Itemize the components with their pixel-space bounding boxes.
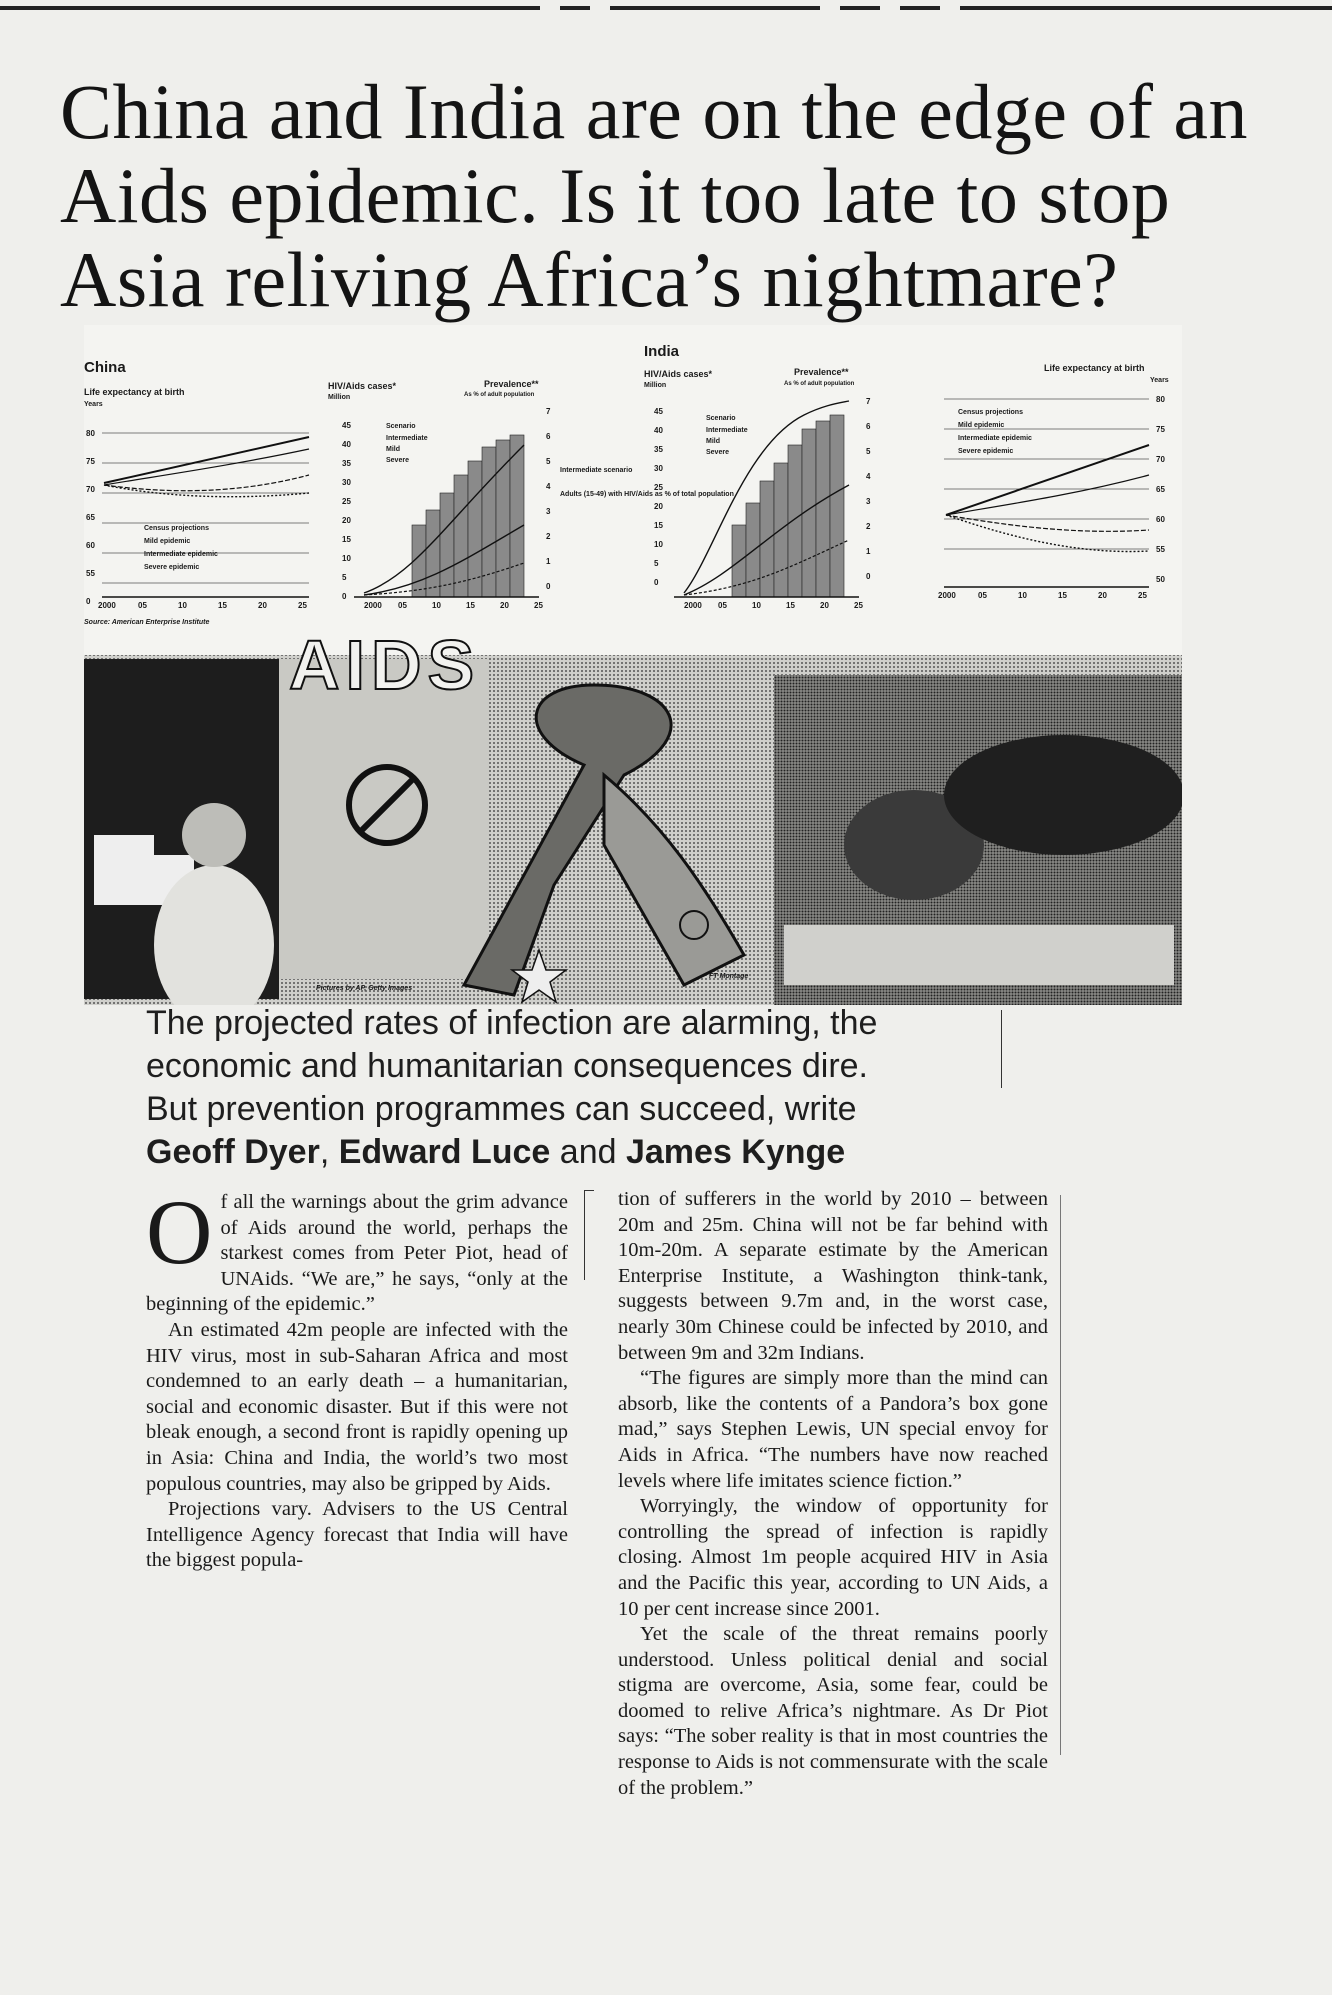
x-tick-label: 15 [1058, 591, 1067, 600]
india-hiv-unit: Million [644, 382, 667, 389]
x-tick-label: 25 [534, 601, 543, 610]
x-tick-label: 10 [752, 601, 761, 610]
byline-and: and [559, 1133, 617, 1171]
china-life-title: Life expectancy at birth [84, 387, 185, 397]
y-tick-label: 0 [86, 597, 91, 606]
legend-item: Severe [706, 449, 729, 456]
drop-cap: O [146, 1181, 213, 1283]
y-tick-label: 0 [654, 578, 659, 587]
india-prev-unit: As % of adult population [784, 381, 855, 387]
y-tick-label: 6 [866, 422, 871, 431]
photo-montage [84, 625, 1182, 1005]
y-tick-label: 25 [342, 497, 351, 506]
india-life-title: Life expectancy at birth [1044, 363, 1145, 373]
y-tick-label: 15 [342, 535, 351, 544]
y-tick-label: 15 [654, 521, 663, 530]
legend-item: Intermediate epidemic [958, 435, 1032, 442]
india-hiv-chart [644, 325, 914, 635]
legend-item: Intermediate epidemic [144, 551, 218, 558]
india-hiv-title: HIV/Aids cases* [644, 369, 713, 379]
india-hiv-bars [644, 325, 914, 635]
y-tick-label: 80 [86, 429, 95, 438]
china-hiv-title: HIV/Aids cases* [328, 381, 397, 391]
china-life-lines [84, 325, 324, 635]
byline: Geoff Dyer, Edward Luce and James Kynge [146, 1133, 846, 1171]
paragraph: Yet the scale of the threat remains poorly understood. Unless political denial and social stigma are overcome, Asia, some fear, could be doomed to relive Africa’s nightmare. As Dr Piot says: “The sober reality is that in most countries the response to Aids is not commensurate with the scale of the problem.” [618, 1623, 1048, 1799]
paragraph: tion of sufferers in the world by 2010 – between 20m and 25m. China will not be far behind with 10m-20m. A separate estimate by the American Enterprise Institute, a Washington think-tank, suggests between 9.7m and, in the worst case, nearly 30m Chinese could be infected by 2010, and between 9m and 32m Indians. [618, 1188, 1048, 1364]
y-tick-label: 55 [1156, 545, 1165, 554]
aids-poster-text: AIDS [289, 626, 481, 704]
legend-item: Severe [386, 457, 409, 464]
y-tick-label: 35 [342, 459, 351, 468]
author-name: Edward Luce [338, 1133, 551, 1171]
y-tick-label: 10 [342, 554, 351, 563]
author-name: Geoff Dyer [146, 1133, 320, 1171]
montage-credit: FT Montage [709, 973, 749, 980]
legend-item: Severe epidemic [144, 564, 200, 571]
top-rule [0, 6, 1332, 10]
source-note: Source: American Enterprise Institute [84, 619, 210, 626]
body-column-1 [146, 1181, 568, 1574]
y-tick-label: 10 [654, 540, 663, 549]
china-hiv-bars [324, 325, 594, 635]
y-tick-label: 7 [546, 407, 551, 416]
x-tick-label: 25 [854, 601, 863, 610]
y-tick-label: 60 [86, 541, 95, 550]
y-tick-label: 60 [1156, 515, 1165, 524]
y-tick-label: 3 [546, 507, 551, 516]
x-tick-label: 05 [978, 591, 987, 600]
aids-poster [279, 659, 489, 979]
y-tick-label: 6 [546, 432, 551, 441]
legend-item: Intermediate [386, 435, 428, 442]
x-tick-label: 05 [718, 601, 727, 610]
y-tick-label: 35 [654, 445, 663, 454]
figure [84, 325, 1182, 1005]
y-tick-label: 65 [86, 513, 95, 522]
india-life-expectancy-chart [924, 325, 1182, 635]
y-tick-label: 2 [546, 532, 551, 541]
china-hiv-unit: Million [328, 394, 351, 401]
paragraph: Of all the warnings about the grim advance of Aids around the world, perhaps the starkest comes from Peter Piot, head of UNAids. “We are,” he says, “only at the beginning of the epidemic.” [146, 1181, 568, 1316]
y-tick-label: 2 [866, 522, 871, 531]
y-tick-label: 4 [866, 472, 871, 481]
y-tick-label: 55 [86, 569, 95, 578]
x-tick-label: 15 [218, 601, 227, 610]
y-tick-label: 0 [342, 592, 347, 601]
china-life-expectancy-chart [84, 325, 324, 635]
y-tick-label: 40 [654, 426, 663, 435]
y-tick-label: 25 [654, 483, 663, 492]
india-life-lines [924, 325, 1182, 635]
y-tick-label: 30 [654, 464, 663, 473]
headline: China and India are on the edge of an Aids epidemic. Is it too late to stop Asia reliving Africa’s nightmare? [60, 68, 1249, 323]
x-tick-label: 20 [1098, 591, 1107, 600]
standfirst-line: economic and humanitarian consequences dire. [146, 1047, 869, 1085]
y-tick-label: 5 [654, 559, 659, 568]
x-tick-label: 25 [1138, 591, 1147, 600]
y-tick-label: 65 [1156, 485, 1165, 494]
china-years-label: Years [84, 401, 103, 408]
legend-item: Mild [386, 446, 400, 453]
y-tick-label: 20 [342, 516, 351, 525]
standfirst-line: The projected rates of infection are alarming, the [146, 1004, 878, 1042]
y-tick-label: 45 [654, 407, 663, 416]
y-tick-label: 30 [342, 478, 351, 487]
standfirst-line: But prevention programmes can succeed, write [146, 1090, 857, 1128]
y-tick-label: 70 [1156, 455, 1165, 464]
y-tick-label: 70 [86, 485, 95, 494]
y-tick-label: 20 [654, 502, 663, 511]
x-tick-label: 20 [500, 601, 509, 610]
y-tick-label: 5 [342, 573, 347, 582]
legend-item: Mild epidemic [144, 538, 191, 545]
photo-credit: Pictures by AP, Getty Images [316, 985, 413, 992]
y-tick-label: 45 [342, 421, 351, 430]
india-prev-title: Prevalence** [794, 367, 849, 377]
x-tick-label: 05 [398, 601, 407, 610]
y-tick-label: 5 [866, 447, 871, 456]
y-tick-label: 0 [866, 572, 871, 581]
y-tick-label: 1 [546, 557, 551, 566]
y-tick-label: 4 [546, 482, 551, 491]
china-prev-title: Prevalence** [484, 379, 539, 389]
column-rule [584, 1190, 585, 1280]
y-tick-label: 80 [1156, 395, 1165, 404]
legend-item: Adults (15-49) with HIV/Aids as % of total population [560, 491, 734, 498]
standfirst [146, 1002, 1006, 1174]
y-tick-label: 40 [342, 440, 351, 449]
y-tick-label: 75 [1156, 425, 1165, 434]
china-chart-title: China [84, 359, 126, 376]
paragraph: Worryingly, the window of opportunity for controlling the spread of infection is rapidly closing. Almost 1m people acquired HIV in Asia and the Pacific this year, according to UN Aids, a 10 per cent increase since 2001. [618, 1495, 1048, 1620]
legend-item: Intermediate [706, 427, 748, 434]
body-column-2 [618, 1187, 1048, 1801]
china-prev-unit: As % of adult population [464, 392, 535, 398]
x-tick-label: 2000 [98, 601, 116, 610]
x-tick-label: 10 [432, 601, 441, 610]
y-tick-label: 50 [1156, 575, 1165, 584]
legend-item: Mild epidemic [958, 422, 1005, 429]
legend-item: Mild [706, 438, 720, 445]
legend-item: Severe epidemic [958, 448, 1014, 455]
x-tick-label: 25 [298, 601, 307, 610]
column-corner-rule [584, 1190, 594, 1191]
legend-item: Census projections [958, 409, 1023, 416]
y-tick-label: 1 [866, 547, 871, 556]
x-tick-label: 10 [1018, 591, 1027, 600]
x-tick-label: 20 [258, 601, 267, 610]
legend-title: Scenario [386, 423, 416, 430]
x-tick-label: 2000 [938, 591, 956, 600]
x-tick-label: 05 [138, 601, 147, 610]
y-tick-label: 75 [86, 457, 95, 466]
x-tick-label: 2000 [364, 601, 382, 610]
y-tick-label: 5 [546, 457, 551, 466]
author-name: James Kynge [625, 1133, 846, 1171]
x-tick-label: 10 [178, 601, 187, 610]
paragraph: An estimated 42m people are infected with the HIV virus, most in sub-Saharan Africa and most condemned to an early death – a humanitarian, social and economic disaster. But if this were not bleak enough, a second front is rapidly opening up in Asia: China and India, the world’s two most populous countries, may also be gripped by Aids. [146, 1318, 568, 1495]
y-tick-label: 3 [866, 497, 871, 506]
x-tick-label: 20 [820, 601, 829, 610]
standfirst-rule [1001, 1010, 1002, 1088]
x-tick-label: 15 [466, 601, 475, 610]
y-tick-label: 0 [546, 582, 551, 591]
legend-item: Intermediate scenario [560, 467, 633, 474]
legend-item: Census projections [144, 525, 209, 532]
right-rule [1060, 1195, 1061, 1755]
x-tick-label: 15 [786, 601, 795, 610]
y-tick-label: 7 [866, 397, 871, 406]
paragraph: Projections vary. Advisers to the US Central Intelligence Agency forecast that India will have the biggest popula- [146, 1498, 568, 1572]
india-chart-title: India [644, 343, 680, 360]
india-years-label: Years [1150, 377, 1169, 384]
paragraph: “The figures are simply more than the mind can absorb, like the contents of a Pandora’s box gone mad,” says Stephen Lewis, UN special envoy for Aids in Africa. “The numbers have now reached levels where life imitates science fiction.” [618, 1367, 1048, 1492]
x-tick-label: 2000 [684, 601, 702, 610]
legend-title: Scenario [706, 415, 736, 422]
